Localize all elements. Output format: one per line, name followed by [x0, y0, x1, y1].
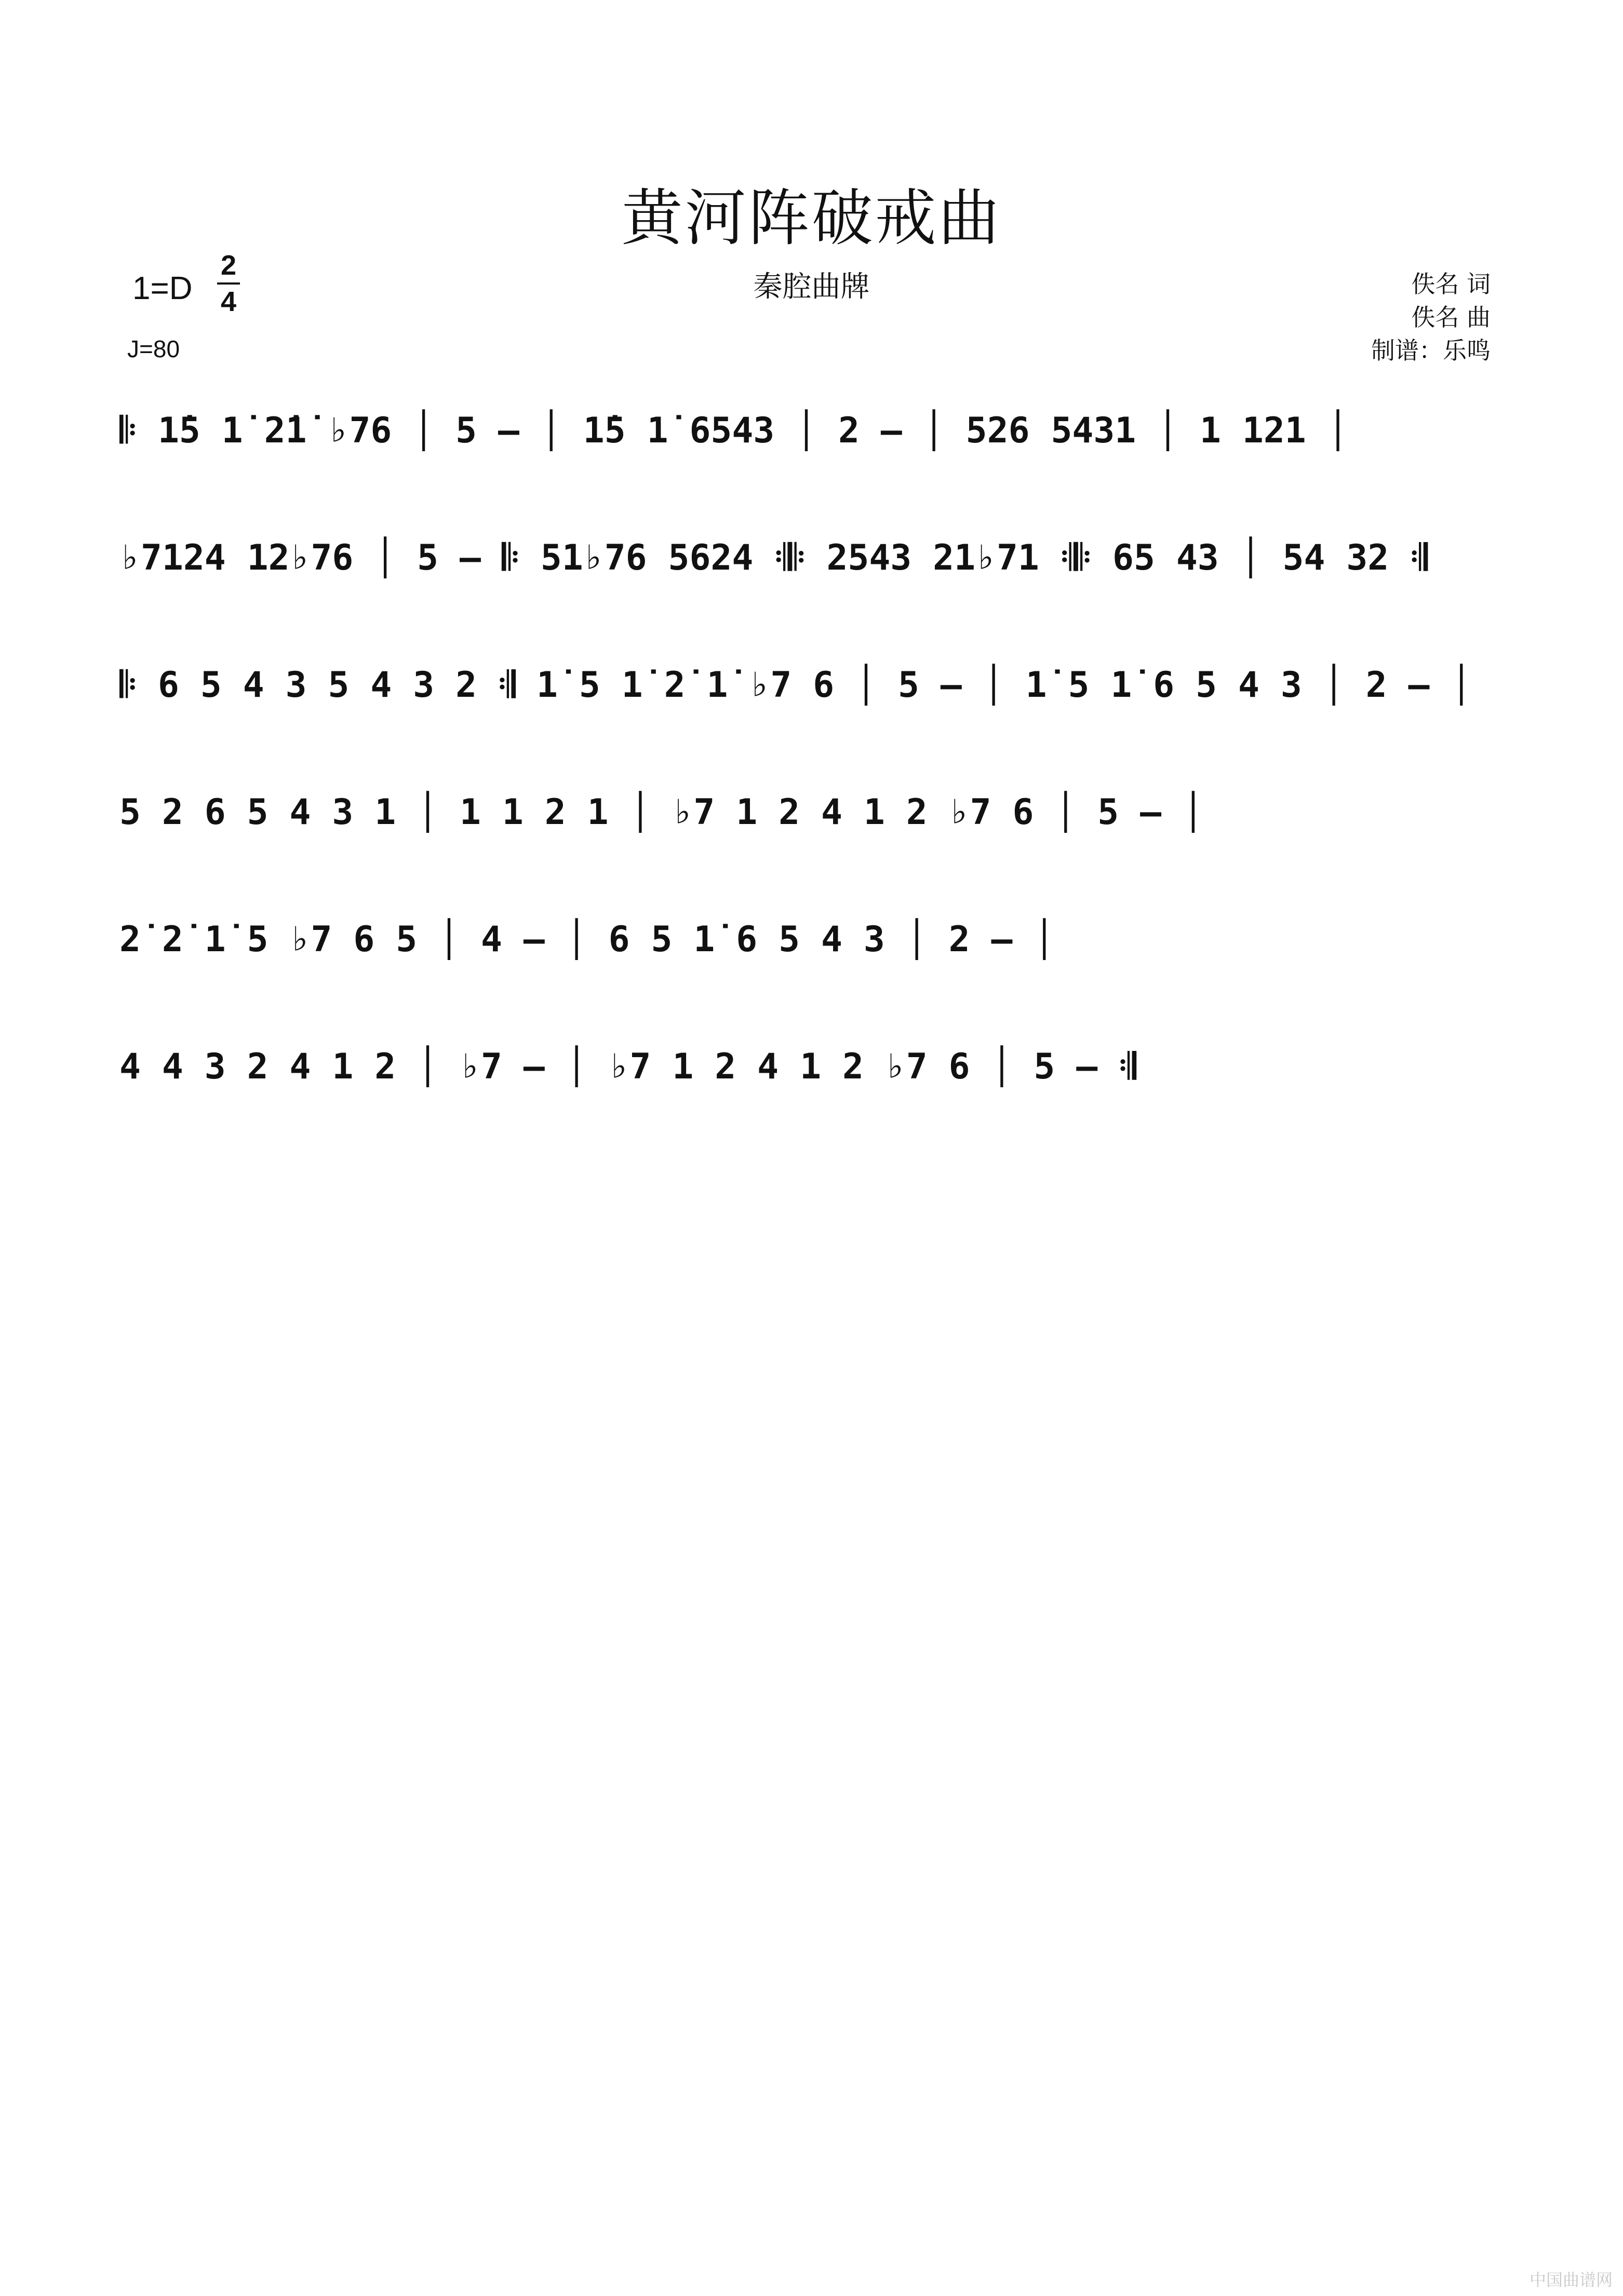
credit-lyrics: 佚名 词 [1411, 270, 1491, 298]
score-line-6 [119, 1036, 1504, 1098]
score-subtitle: 秦腔曲牌 [753, 270, 870, 304]
key-signature: 1=D [132, 271, 193, 306]
score-line-5 [119, 909, 1504, 971]
score-title: 黄河阵破戒曲 [621, 182, 1002, 254]
score-line-1-notes: 𝄆 1̇5 1̇ 2̇1̇ ♭76 │ 5 – │ 1̇5 1̇ 6543 │ 2 – │ 526 5431 │ 1 121 │ [119, 410, 1349, 451]
time-signature-top: 2 [220, 250, 237, 281]
score-line-5-notes: 2̇ 2̇ 1̇ 5 ♭7 6 5 │ 4 – │ 6 5 1̇ 6 5 4 3 │ 2 – │ [119, 919, 1055, 960]
score-line-1 [119, 400, 1504, 462]
score-line-4-notes: 5 2 6 5 4 3 1 │ 1 1 2 1 │ ♭7 1 2 4 1 2 ♭7 6 │ 5 – │ [119, 792, 1204, 833]
time-signature [213, 248, 244, 319]
credits [1371, 267, 1491, 367]
score-line-3 [119, 654, 1504, 717]
score-line-2-notes: ♭7124 12♭76 │ 5 – 𝄆 51♭76 5624 𝄇𝄆 2543 21♭71 𝄇𝄆 65 43 │ 54 32 𝄇 [119, 537, 1428, 578]
credit-arranger: 制谱：乐鸣 [1371, 336, 1491, 364]
score-line-2 [119, 527, 1504, 589]
score-line-6-notes: 4 4 3 2 4 1 2 │ ♭7 – │ ♭7 1 2 4 1 2 ♭7 6 │ 5 – 𝄇 [119, 1046, 1136, 1087]
score-line-3-notes: 𝄆 6 5 4 3 5 4 3 2 𝄇 1̇ 5 1̇ 2̇ 1̇ ♭7 6 │ 5 – │ 1̇ 5 1̇ 6 5 4 3 │ 2 – │ [119, 665, 1472, 706]
time-signature-bottom: 4 [220, 286, 237, 317]
score-line-4 [119, 781, 1504, 844]
site-watermark: 中国曲谱网 [1529, 2270, 1613, 2290]
credit-music: 佚名 曲 [1411, 303, 1491, 331]
tempo-marking: J=80 [127, 335, 180, 362]
